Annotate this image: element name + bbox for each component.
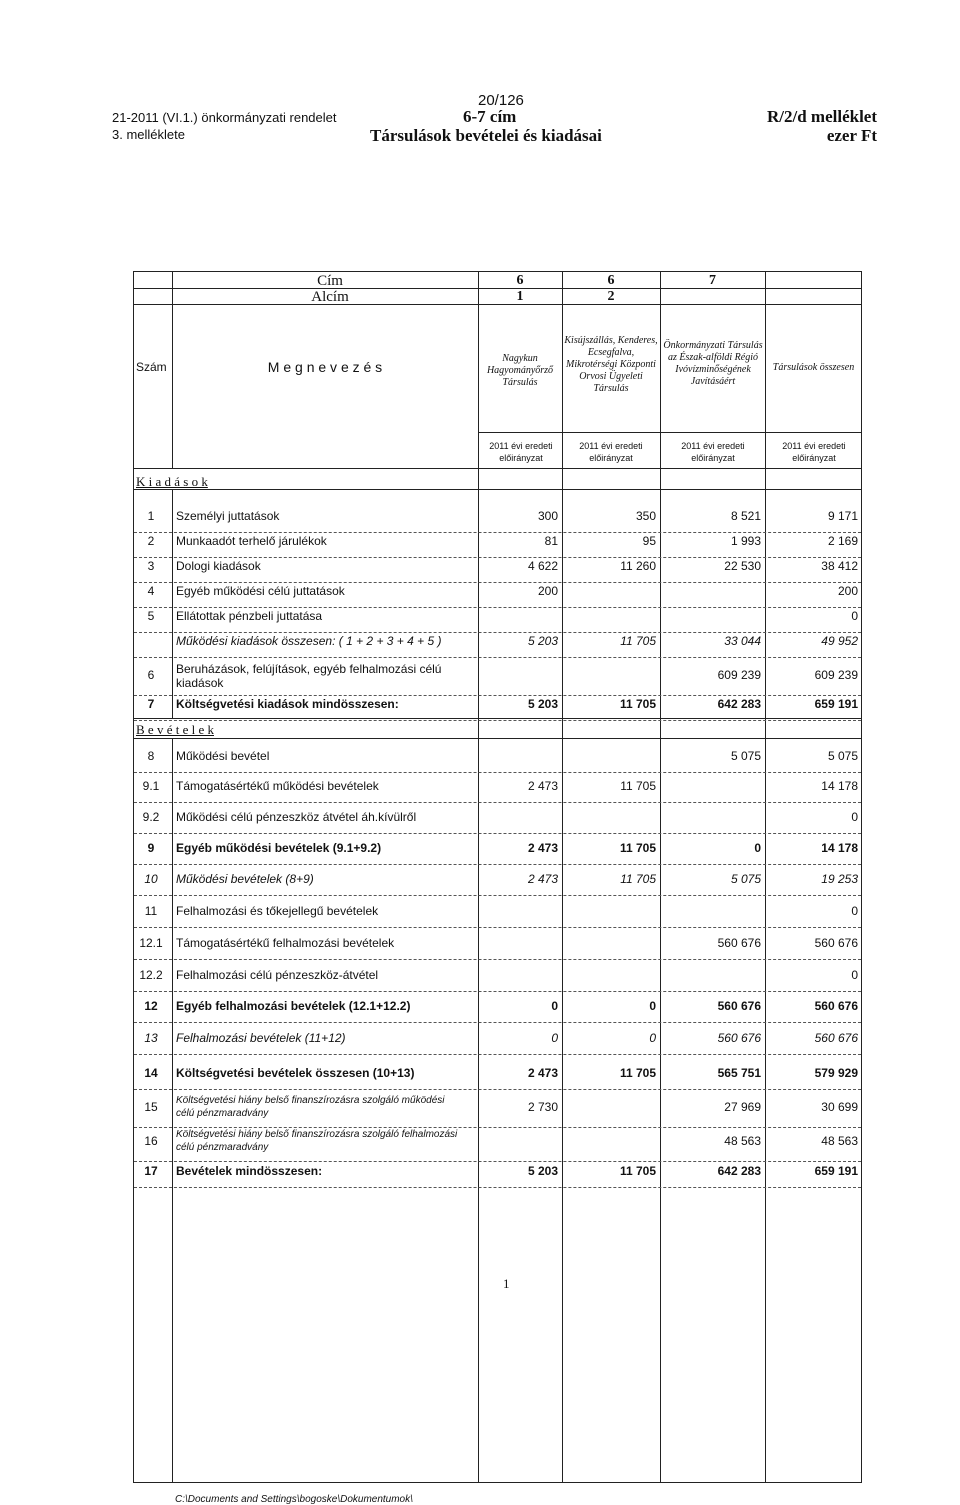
cell-value: 11 705 — [619, 841, 656, 855]
cell-value: 81 — [544, 534, 558, 548]
cell-value: 560 676 — [717, 1031, 761, 1045]
row-divider — [134, 532, 861, 533]
cell-value: 609 239 — [814, 668, 858, 682]
row-number: 1 — [147, 509, 155, 523]
cell-value: 11 705 — [620, 872, 656, 886]
cell-value: 560 676 — [814, 1031, 858, 1045]
row-label: Bevételek mindösszesen: — [176, 1164, 323, 1178]
row-label: Költségvetési hiány belső finanszírozásra szolgáló működési célú pénzmaradvány — [176, 1095, 445, 1119]
row-number: 7 — [147, 697, 155, 711]
file-path: C:\Documents and Settings\bogoske\Dokumentumok\ — [175, 1494, 413, 1505]
cell-value: 0 — [851, 609, 858, 623]
row-number: 3 — [147, 559, 155, 573]
cell-value: 0 — [649, 1031, 656, 1045]
row-divider — [134, 927, 861, 928]
cell-value: 560 676 — [814, 999, 858, 1013]
cim-label: Cím — [317, 273, 343, 289]
cell-value: 1 993 — [730, 534, 761, 548]
col-name-2: Kisújszállás, Kenderes, Ecsegfalva, Mikrotérségi Központi Orvosi Ügyeleti Társulás — [564, 335, 658, 394]
cell-value: 2 169 — [827, 534, 858, 548]
row-number: 5 — [147, 609, 155, 623]
row-divider — [134, 1161, 861, 1162]
row-divider — [134, 720, 861, 721]
row-label: Egyéb működési bevételek (9.1+9.2) — [176, 841, 382, 855]
col-sub-1: 2011 évi eredeti előirányzat — [489, 441, 553, 463]
row-divider — [134, 657, 861, 658]
row-divider — [134, 607, 861, 608]
cell-value: 642 283 — [717, 1164, 761, 1178]
cell-value: 11 705 — [619, 1066, 656, 1080]
row-label: Költségvetési hiány belső finanszírozásra szolgáló felhalmozási célú pénzmaradvány — [176, 1129, 458, 1153]
row-label: Támogatásértékű működési bevételek — [176, 779, 379, 793]
section-bevetelek: B e v é t e l e k — [136, 722, 214, 737]
cell-value: 11 260 — [620, 559, 656, 573]
cell-value: 200 — [837, 584, 858, 598]
row-number: 6 — [147, 668, 155, 682]
row-number: 14 — [144, 1066, 158, 1080]
row-label: Támogatásértékű felhalmozási bevételek — [176, 936, 395, 950]
row-divider — [134, 1187, 861, 1188]
row-label: Egyéb felhalmozási bevételek (12.1+12.2) — [176, 999, 411, 1013]
row-divider — [134, 991, 861, 992]
cell-value: 38 412 — [821, 559, 858, 573]
row-number: 17 — [144, 1164, 158, 1178]
row-label: Ellátottak pénzbeli juttatása — [176, 609, 323, 623]
row-divider — [134, 895, 861, 896]
cell-value: 200 — [537, 584, 558, 598]
row-divider — [134, 582, 861, 583]
cell-value: 30 699 — [821, 1100, 858, 1114]
cell-value: 0 — [551, 999, 558, 1013]
row-number: 8 — [147, 749, 155, 763]
row-number: 4 — [147, 584, 155, 598]
col-name-3: Önkormányzati Társulás az Észak-alföldi Régió Ivóvízminőségének Javításáért — [663, 340, 763, 387]
row-divider — [134, 695, 861, 696]
row-divider — [134, 802, 861, 803]
cell-value: 19 253 — [821, 872, 858, 886]
row-divider — [134, 959, 861, 960]
row-number: 10 — [144, 872, 158, 886]
cell-value: 560 676 — [814, 936, 858, 950]
decree-line: 21-2011 (VI.1.) önkormányzati rendelet — [112, 110, 337, 125]
col-sub-4: 2011 évi eredeti előirányzat — [782, 441, 846, 463]
col-name-1: Nagykun Hagyományőrző Társulás — [486, 353, 554, 388]
cell-value: 350 — [635, 509, 656, 523]
cell-value: 300 — [537, 509, 558, 523]
cell-value: 5 075 — [827, 749, 858, 763]
row-divider — [134, 833, 861, 834]
footer-page-number: 1 — [503, 1276, 510, 1291]
cell-value: 609 239 — [717, 668, 761, 682]
cell-value: 22 530 — [724, 559, 761, 573]
alcim-col-2: 2 — [607, 289, 615, 304]
cell-value: 0 — [851, 968, 858, 982]
cell-value: 579 929 — [814, 1066, 858, 1080]
cell-value: 560 676 — [717, 936, 761, 950]
cell-value: 2 473 — [527, 872, 558, 886]
row-number: 12.2 — [139, 968, 163, 982]
cell-value: 642 283 — [717, 697, 761, 711]
title-line: 6-7 cím — [463, 107, 517, 126]
row-number: 9 — [147, 841, 155, 855]
cim-col-1: 6 — [516, 273, 524, 288]
cell-value: 11 705 — [620, 779, 656, 793]
cim-col-3: 7 — [709, 273, 716, 288]
cell-value: 5 203 — [527, 697, 558, 711]
cell-value: 0 — [851, 904, 858, 918]
annex-line: 3. melléklete — [112, 127, 185, 142]
row-number: 16 — [144, 1134, 158, 1148]
page-title: Társulások bevételei és kiadásai — [370, 126, 602, 145]
cell-value: 8 521 — [730, 509, 761, 523]
row-label: Működési bevétel — [176, 749, 270, 763]
row-label: Költségvetési kiadások mindösszesen: — [176, 697, 399, 711]
row-label: Működési célú pénzeszköz átvétel áh.kívülről — [176, 810, 417, 824]
cell-value: 0 — [754, 841, 761, 855]
row-divider — [134, 772, 861, 773]
cell-value: 9 171 — [827, 509, 858, 523]
cell-value: 5 075 — [730, 872, 761, 886]
megnevezes-label: M e g n e v e z é s — [267, 359, 383, 375]
cell-value: 2 473 — [527, 841, 558, 855]
unit-label: ezer Ft — [826, 126, 877, 145]
cell-value: 0 — [551, 1031, 558, 1045]
row-label: Személyi juttatások — [176, 509, 280, 523]
row-number: 11 — [144, 904, 158, 918]
row-label: Munkaadót terhelő járulékok — [176, 534, 327, 548]
cell-value: 5 075 — [730, 749, 761, 763]
row-divider — [134, 1054, 861, 1055]
row-label: Működési kiadások összesen: ( 1 + 2 + 3 + 4 + 5 ) — [176, 634, 442, 648]
cell-value: 11 705 — [619, 697, 656, 711]
row-divider — [134, 864, 861, 865]
row-label: Beruházások, felújítások, egyéb felhalmozási célú kiadások — [176, 662, 442, 690]
alcim-col-1: 1 — [516, 289, 524, 304]
cell-value: 33 044 — [724, 634, 761, 648]
cell-value: 49 952 — [821, 634, 858, 648]
row-label: Felhalmozási és tőkejellegű bevételek — [176, 904, 379, 918]
cell-value: 2 730 — [527, 1100, 558, 1114]
page-number: 20/126 — [478, 92, 524, 109]
cell-value: 0 — [649, 999, 656, 1013]
cell-value: 11 705 — [620, 634, 656, 648]
cell-value: 5 203 — [527, 1164, 558, 1178]
cim-col-2: 6 — [607, 273, 615, 288]
col-sub-3: 2011 évi eredeti előirányzat — [681, 441, 745, 463]
cell-value: 659 191 — [814, 1164, 858, 1178]
annex-ref: R/2/d melléklet — [766, 107, 877, 126]
szam-label: Szám — [136, 360, 167, 374]
row-number: 12.1 — [139, 936, 163, 950]
row-divider — [134, 1022, 861, 1023]
section-kiadasok: K i a d á s o k — [136, 474, 208, 489]
row-label: Dologi kiadások — [176, 559, 261, 573]
col-sub-2: 2011 évi eredeti előirányzat — [579, 441, 643, 463]
row-label: Egyéb működési célú juttatások — [176, 584, 345, 598]
row-label: Költségvetési bevételek összesen (10+13) — [176, 1066, 415, 1080]
cell-value: 4 622 — [527, 559, 558, 573]
cell-value: 27 969 — [724, 1100, 761, 1114]
alcim-label: Alcím — [311, 289, 349, 305]
row-number: 15 — [144, 1100, 158, 1114]
cell-value: 565 751 — [717, 1066, 761, 1080]
row-number: 12 — [144, 999, 158, 1013]
cell-value: 2 473 — [527, 779, 558, 793]
cell-value: 48 563 — [821, 1134, 858, 1148]
row-number: 9.2 — [142, 810, 160, 824]
col-name-4: Társulások összesen — [772, 362, 855, 373]
row-divider — [134, 632, 861, 633]
row-number: 9.1 — [142, 779, 160, 793]
row-number: 2 — [147, 534, 155, 548]
cell-value: 95 — [642, 534, 656, 548]
cell-value: 48 563 — [724, 1134, 761, 1148]
cell-value: 14 178 — [821, 841, 858, 855]
cell-value: 659 191 — [814, 697, 858, 711]
row-divider — [134, 557, 861, 558]
cell-value: 0 — [851, 810, 858, 824]
cell-value: 560 676 — [717, 999, 761, 1013]
row-label: Működési bevételek (8+9) — [176, 872, 314, 886]
row-label: Felhalmozási bevételek (11+12) — [176, 1031, 346, 1045]
row-number: 13 — [144, 1031, 158, 1045]
row-label: Felhalmozási célú pénzeszköz-átvétel — [176, 968, 379, 982]
cell-value: 5 203 — [527, 634, 558, 648]
cell-value: 2 473 — [527, 1066, 558, 1080]
cell-value: 11 705 — [619, 1164, 656, 1178]
row-divider — [134, 1089, 861, 1090]
cell-value: 14 178 — [821, 779, 858, 793]
